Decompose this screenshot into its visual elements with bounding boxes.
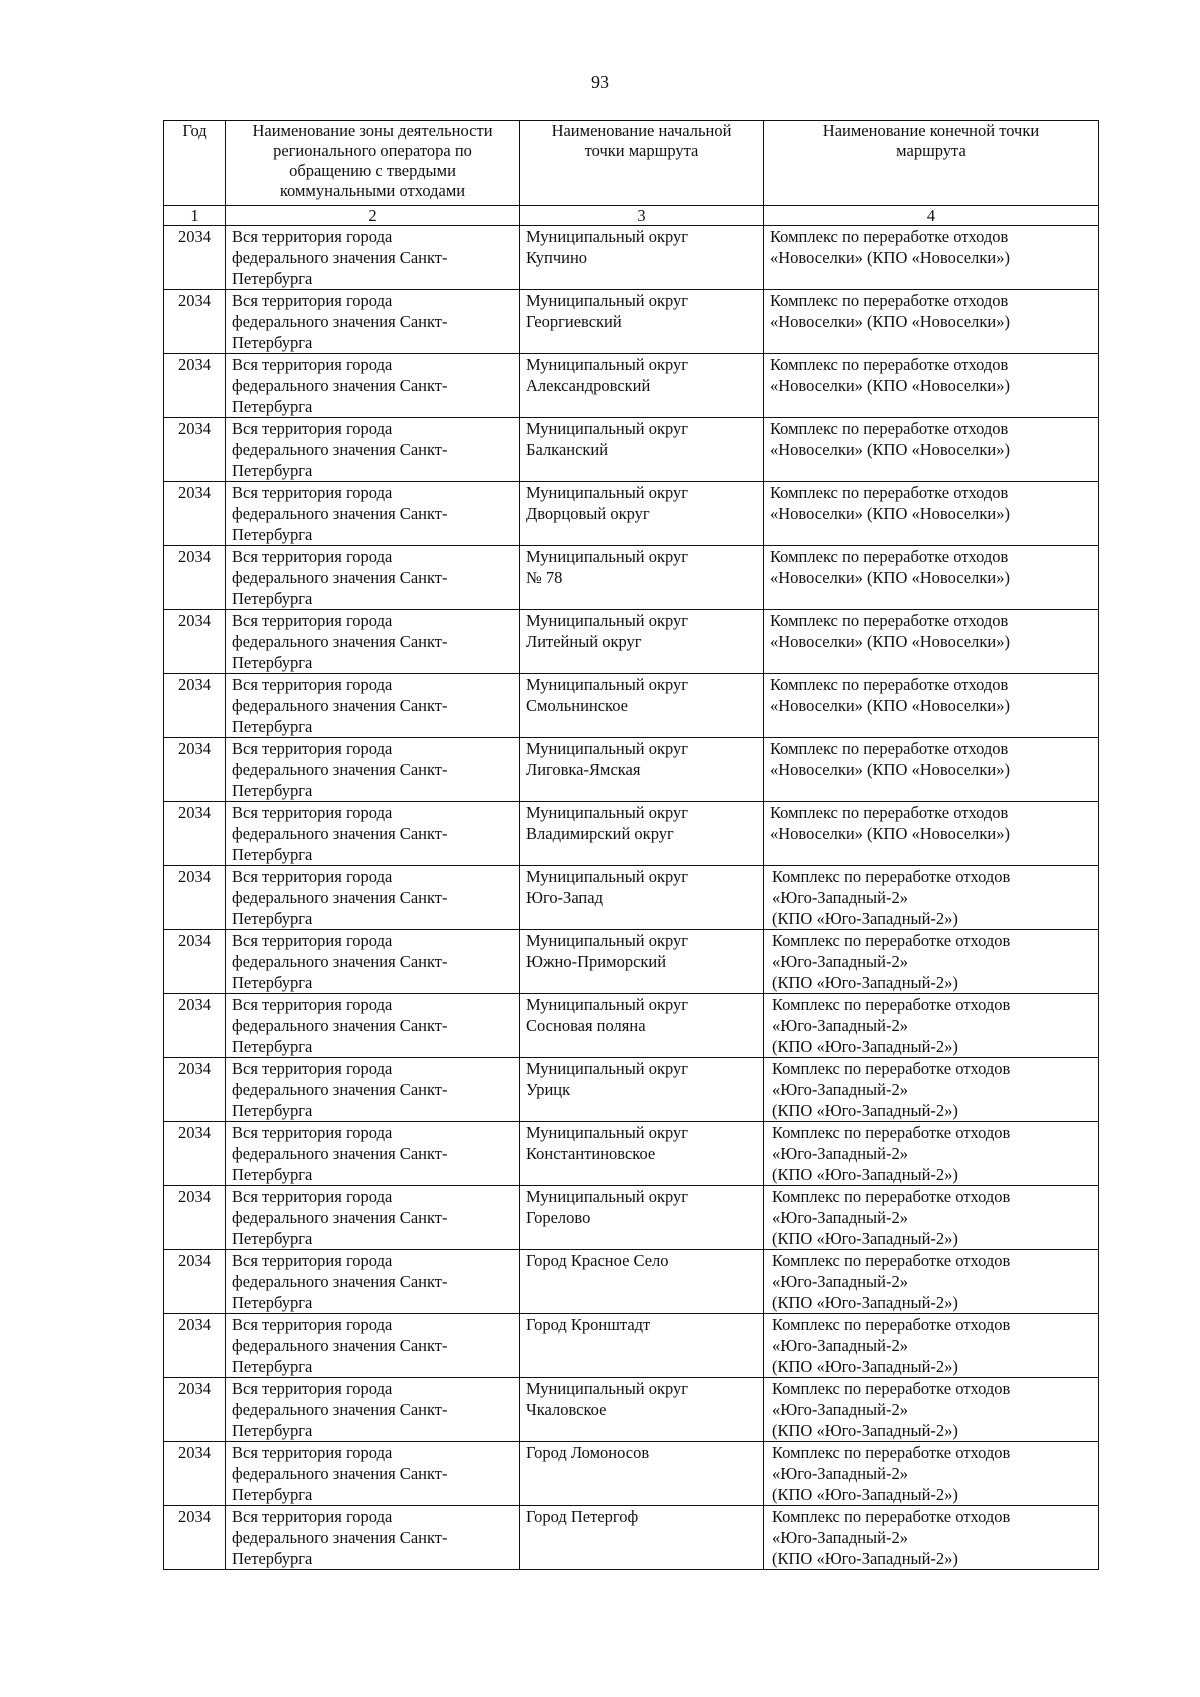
text-line: Владимирский округ [526, 824, 674, 843]
text-line: Город Кронштадт [526, 1315, 651, 1334]
text-line: «Новоселки» (КПО «Новоселки») [770, 568, 1010, 587]
column-number: 2 [226, 206, 520, 226]
text-line: Комплекс по переработке отходов [772, 931, 1011, 950]
cell-end-point [764, 994, 1099, 1058]
cell-end-point [764, 738, 1099, 802]
text-line: Муниципальный округ [526, 291, 689, 310]
text-line: Муниципальный округ [526, 483, 689, 502]
text-line: Комплекс по переработке отходов [772, 1507, 1011, 1526]
cell-year: 2034 [164, 994, 226, 1058]
table-row [164, 930, 1099, 994]
text-line: Муниципальный округ [526, 547, 689, 566]
cell-year: 2034 [164, 482, 226, 546]
text-line: Петербурга [232, 1165, 313, 1184]
text-line: Комплекс по переработке отходов [772, 1059, 1011, 1078]
text-line: Петербурга [232, 781, 313, 800]
text-line: Вся территория города [232, 355, 393, 374]
cell-year: 2034 [164, 610, 226, 674]
text-line: «Юго-Западный-2» [772, 1272, 908, 1291]
text-line: Сосновая поляна [526, 1016, 646, 1035]
text-line: Комплекс по переработке отходов [770, 803, 1009, 822]
text-line: федерального значения Санкт- [232, 760, 448, 779]
text-line: федерального значения Санкт- [232, 568, 448, 587]
text-line: федерального значения Санкт- [232, 696, 448, 715]
cell-year: 2034 [164, 1442, 226, 1506]
cell-year: 2034 [164, 1058, 226, 1122]
cell-start-point [520, 674, 764, 738]
text-line: Вся территория города [232, 675, 393, 694]
table-row [164, 1186, 1099, 1250]
text-line: Вся территория города [232, 419, 393, 438]
cell-start-point [520, 1250, 764, 1314]
table-row [164, 866, 1099, 930]
text-line: Комплекс по переработке отходов [770, 419, 1009, 438]
cell-zone [226, 482, 520, 546]
text-line: (КПО «Юго-Западный-2») [772, 1037, 958, 1056]
text-line: «Юго-Западный-2» [772, 1464, 908, 1483]
text-line: Петербурга [232, 1421, 313, 1440]
text-line: «Юго-Западный-2» [772, 952, 908, 971]
cell-start-point [520, 1058, 764, 1122]
text-line: федерального значения Санкт- [232, 632, 448, 651]
cell-end-point [764, 1378, 1099, 1442]
cell-year: 2034 [164, 866, 226, 930]
text-line: Комплекс по переработке отходов [772, 1443, 1011, 1462]
cell-zone [226, 290, 520, 354]
text-line: федерального значения Санкт- [232, 1464, 448, 1483]
text-line: (КПО «Юго-Западный-2») [772, 1101, 958, 1120]
text-line: Муниципальный округ [526, 867, 689, 886]
text-line: Муниципальный округ [526, 1123, 689, 1142]
text-line: (КПО «Юго-Западный-2») [772, 1165, 958, 1184]
text-line: «Юго-Западный-2» [772, 1144, 908, 1163]
text-line: федерального значения Санкт- [232, 1336, 448, 1355]
text-line: «Новоселки» (КПО «Новоселки») [770, 312, 1010, 331]
text-line: Муниципальный округ [526, 611, 689, 630]
text-line: Комплекс по переработке отходов [772, 1123, 1011, 1142]
text-line: Вся территория города [232, 803, 393, 822]
text-line: Город Ломоносов [526, 1443, 650, 1462]
text-line: Петербурга [232, 397, 313, 416]
text-line: Петербурга [232, 653, 313, 672]
cell-end-point [764, 354, 1099, 418]
cell-zone [226, 354, 520, 418]
cell-zone [226, 994, 520, 1058]
cell-start-point [520, 546, 764, 610]
cell-zone [226, 1506, 520, 1570]
text-line: Петербурга [232, 973, 313, 992]
text-line: «Новоселки» (КПО «Новоселки») [770, 504, 1010, 523]
text-line: Муниципальный округ [526, 355, 689, 374]
cell-end-point [764, 802, 1099, 866]
text-line: (КПО «Юго-Западный-2») [772, 1485, 958, 1504]
text-line: Комплекс по переработке отходов [770, 355, 1009, 374]
text-line: Наименование зоны деятельности [252, 121, 493, 140]
text-line: Комплекс по переработке отходов [770, 739, 1009, 758]
text-line: Вся территория города [232, 611, 393, 630]
text-line: «Новоселки» (КПО «Новоселки») [770, 248, 1010, 267]
cell-zone [226, 1250, 520, 1314]
text-line: Муниципальный округ [526, 227, 689, 246]
text-line: Вся территория города [232, 547, 393, 566]
text-line: (КПО «Юго-Западный-2») [772, 1229, 958, 1248]
text-line: Лиговка-Ямская [526, 760, 641, 779]
text-line: Комплекс по переработке отходов [772, 1251, 1011, 1270]
cell-start-point [520, 1442, 764, 1506]
text-line: Петербурга [232, 333, 313, 352]
text-line: (КПО «Юго-Западный-2») [772, 1357, 958, 1376]
text-line: Георгиевский [526, 312, 622, 331]
table-row [164, 1506, 1099, 1570]
cell-year: 2034 [164, 1506, 226, 1570]
cell-start-point [520, 290, 764, 354]
text-line: федерального значения Санкт- [232, 440, 448, 459]
text-line: № 78 [526, 568, 563, 587]
text-line: Юго-Запад [526, 888, 603, 907]
header-zone [226, 121, 520, 206]
text-line: Комплекс по переработке отходов [770, 547, 1009, 566]
cell-zone [226, 930, 520, 994]
text-line: (КПО «Юго-Западный-2») [772, 1293, 958, 1312]
text-line: федерального значения Санкт- [232, 1272, 448, 1291]
text-line: (КПО «Юго-Западный-2») [772, 1549, 958, 1568]
cell-year: 2034 [164, 418, 226, 482]
text-line: Город Петергоф [526, 1507, 639, 1526]
cell-start-point [520, 1122, 764, 1186]
cell-end-point [764, 930, 1099, 994]
text-line: регионального оператора по [273, 141, 472, 160]
text-line: Петербурга [232, 845, 313, 864]
text-line: Константиновское [526, 1144, 656, 1163]
text-line: Петербурга [232, 717, 313, 736]
text-line: Вся территория города [232, 1315, 393, 1334]
text-line: Вся территория города [232, 227, 393, 246]
table-row [164, 610, 1099, 674]
text-line: Наименование конечной точки [822, 121, 1040, 140]
text-line: точки маршрута [584, 141, 699, 160]
text-line: Петербурга [232, 461, 313, 480]
table-row [164, 354, 1099, 418]
text-line: «Юго-Западный-2» [772, 1400, 908, 1419]
cell-zone [226, 1314, 520, 1378]
text-line: Смольнинское [526, 696, 629, 715]
column-number-row [164, 206, 1099, 226]
text-line: «Новоселки» (КПО «Новоселки») [770, 376, 1010, 395]
text-line: Вся территория города [232, 739, 393, 758]
cell-end-point [764, 482, 1099, 546]
text-line: Вся территория города [232, 1443, 393, 1462]
text-line: Муниципальный округ [526, 1379, 689, 1398]
text-line: (КПО «Юго-Западный-2») [772, 1421, 958, 1440]
text-line: Комплекс по переработке отходов [770, 483, 1009, 502]
table-row [164, 482, 1099, 546]
cell-start-point [520, 1186, 764, 1250]
text-line: Вся территория города [232, 1379, 393, 1398]
cell-zone [226, 1378, 520, 1442]
text-line: «Юго-Западный-2» [772, 1016, 908, 1035]
text-line: Петербурга [232, 1037, 313, 1056]
cell-year: 2034 [164, 546, 226, 610]
cell-year: 2034 [164, 1186, 226, 1250]
cell-start-point [520, 418, 764, 482]
text-line: Вся территория города [232, 867, 393, 886]
cell-year: 2034 [164, 674, 226, 738]
cell-end-point [764, 418, 1099, 482]
cell-zone [226, 1442, 520, 1506]
text-line: «Новоселки» (КПО «Новоселки») [770, 632, 1010, 651]
cell-zone [226, 418, 520, 482]
table-row [164, 1314, 1099, 1378]
cell-start-point [520, 354, 764, 418]
text-line: Петербурга [232, 1229, 313, 1248]
cell-zone [226, 1058, 520, 1122]
text-line: Вся территория города [232, 291, 393, 310]
text-line: Вся территория города [232, 1059, 393, 1078]
text-line: Петербурга [232, 1357, 313, 1376]
text-line: Вся территория города [232, 1507, 393, 1526]
cell-year: 2034 [164, 1378, 226, 1442]
cell-end-point [764, 1314, 1099, 1378]
cell-start-point [520, 738, 764, 802]
cell-end-point [764, 866, 1099, 930]
cell-zone [226, 674, 520, 738]
table-row [164, 546, 1099, 610]
header-year: Год [164, 121, 226, 206]
text-line: Комплекс по переработке отходов [772, 1187, 1011, 1206]
cell-start-point [520, 1378, 764, 1442]
text-line: Вся территория города [232, 1123, 393, 1142]
text-line: федерального значения Санкт- [232, 1144, 448, 1163]
text-line: федерального значения Санкт- [232, 1400, 448, 1419]
cell-year: 2034 [164, 1122, 226, 1186]
cell-zone [226, 1122, 520, 1186]
text-line: Комплекс по переработке отходов [770, 675, 1009, 694]
column-number: 1 [164, 206, 226, 226]
table-row [164, 1378, 1099, 1442]
text-line: Муниципальный округ [526, 675, 689, 694]
text-line: Муниципальный округ [526, 1187, 689, 1206]
text-line: Муниципальный округ [526, 1059, 689, 1078]
text-line: «Новоселки» (КПО «Новоселки») [770, 440, 1010, 459]
text-line: Петербурга [232, 1293, 313, 1312]
table-row [164, 1250, 1099, 1314]
cell-year: 2034 [164, 1250, 226, 1314]
text-line: федерального значения Санкт- [232, 1016, 448, 1035]
text-line: Муниципальный округ [526, 739, 689, 758]
cell-start-point [520, 482, 764, 546]
cell-start-point [520, 610, 764, 674]
table-row [164, 994, 1099, 1058]
text-line: Петербурга [232, 589, 313, 608]
text-line: федерального значения Санкт- [232, 824, 448, 843]
text-line: Южно-Приморский [526, 952, 667, 971]
cell-year: 2034 [164, 226, 226, 290]
cell-start-point [520, 802, 764, 866]
cell-start-point [520, 1314, 764, 1378]
cell-end-point [764, 674, 1099, 738]
text-line: Петербурга [232, 525, 313, 544]
cell-end-point [764, 1122, 1099, 1186]
cell-zone [226, 610, 520, 674]
cell-end-point [764, 290, 1099, 354]
cell-zone [226, 866, 520, 930]
cell-start-point [520, 994, 764, 1058]
cell-year: 2034 [164, 354, 226, 418]
text-line: Муниципальный округ [526, 803, 689, 822]
header-end-point [764, 121, 1099, 206]
text-line: «Юго-Западный-2» [772, 1528, 908, 1547]
text-line: Вся территория города [232, 1187, 393, 1206]
text-line: «Юго-Западный-2» [772, 1336, 908, 1355]
cell-end-point [764, 1250, 1099, 1314]
cell-end-point [764, 1442, 1099, 1506]
text-line: Комплекс по переработке отходов [770, 291, 1009, 310]
text-line: федерального значения Санкт- [232, 888, 448, 907]
table-row [164, 1442, 1099, 1506]
cell-year: 2034 [164, 1314, 226, 1378]
cell-end-point [764, 546, 1099, 610]
text-line: «Новоселки» (КПО «Новоселки») [770, 824, 1010, 843]
text-line: «Новоселки» (КПО «Новоселки») [770, 760, 1010, 779]
text-line: Александровский [526, 376, 651, 395]
text-line: (КПО «Юго-Западный-2») [772, 909, 958, 928]
cell-year: 2034 [164, 738, 226, 802]
table-row [164, 290, 1099, 354]
text-line: «Юго-Западный-2» [772, 1080, 908, 1099]
text-line: Муниципальный округ [526, 995, 689, 1014]
column-number: 4 [764, 206, 1099, 226]
text-line: «Юго-Западный-2» [772, 888, 908, 907]
cell-start-point [520, 866, 764, 930]
cell-zone [226, 546, 520, 610]
text-line: федерального значения Санкт- [232, 1080, 448, 1099]
text-line: Чкаловское [526, 1400, 607, 1419]
text-line: Вся территория города [232, 483, 393, 502]
cell-start-point [520, 930, 764, 994]
cell-year: 2034 [164, 930, 226, 994]
table-row [164, 418, 1099, 482]
cell-end-point [764, 1506, 1099, 1570]
text-line: федерального значения Санкт- [232, 1208, 448, 1227]
table-row [164, 802, 1099, 866]
text-line: Петербурга [232, 1101, 313, 1120]
cell-start-point [520, 226, 764, 290]
table-row [164, 1058, 1099, 1122]
text-line: Петербурга [232, 909, 313, 928]
text-line: маршрута [896, 141, 966, 160]
text-line: Комплекс по переработке отходов [772, 995, 1011, 1014]
text-line: Комплекс по переработке отходов [770, 227, 1009, 246]
text-line: Балканский [526, 440, 609, 459]
table-row [164, 738, 1099, 802]
text-line: Комплекс по переработке отходов [772, 1315, 1011, 1334]
page-number: 93 [591, 72, 609, 92]
text-line: Купчино [526, 248, 588, 267]
text-line: федерального значения Санкт- [232, 1528, 448, 1547]
text-line: федерального значения Санкт- [232, 312, 448, 331]
table-header-row [164, 121, 1099, 206]
header-start-point [520, 121, 764, 206]
cell-year: 2034 [164, 802, 226, 866]
text-line: коммунальными отходами [279, 181, 466, 200]
table-body [164, 226, 1099, 1570]
text-line: Петербурга [232, 269, 313, 288]
text-line: «Новоселки» (КПО «Новоселки») [770, 696, 1010, 715]
text-line: Вся территория города [232, 1251, 393, 1270]
column-number: 3 [520, 206, 764, 226]
text-line: Муниципальный округ [526, 419, 689, 438]
cell-zone [226, 738, 520, 802]
table-row [164, 674, 1099, 738]
text-line: Город Красное Село [526, 1251, 669, 1270]
text-line: Комплекс по переработке отходов [770, 611, 1009, 630]
table-row [164, 1122, 1099, 1186]
text-line: Литейный округ [526, 632, 642, 651]
cell-end-point [764, 1058, 1099, 1122]
text-line: обращению с твердыми [289, 161, 456, 180]
text-line: федерального значения Санкт- [232, 504, 448, 523]
cell-zone [226, 802, 520, 866]
cell-zone [226, 226, 520, 290]
table-row [164, 226, 1099, 290]
cell-end-point [764, 610, 1099, 674]
cell-start-point [520, 1506, 764, 1570]
text-line: Вся территория города [232, 995, 393, 1014]
text-line: федерального значения Санкт- [232, 248, 448, 267]
text-line: Урицк [526, 1080, 571, 1099]
text-line: Петербурга [232, 1485, 313, 1504]
cell-zone [226, 1186, 520, 1250]
text-line: (КПО «Юго-Западный-2») [772, 973, 958, 992]
text-line: Петербурга [232, 1549, 313, 1568]
cell-end-point [764, 1186, 1099, 1250]
text-line: Вся территория города [232, 931, 393, 950]
text-line: Комплекс по переработке отходов [772, 1379, 1011, 1398]
cell-year: 2034 [164, 290, 226, 354]
text-line: Дворцовый округ [526, 504, 650, 523]
route-table [163, 120, 1099, 1570]
text-line: Муниципальный округ [526, 931, 689, 950]
text-line: Наименование начальной [551, 121, 732, 140]
cell-end-point [764, 226, 1099, 290]
text-line: федерального значения Санкт- [232, 376, 448, 395]
text-line: Комплекс по переработке отходов [772, 867, 1011, 886]
text-line: Горелово [526, 1208, 591, 1227]
text-line: «Юго-Западный-2» [772, 1208, 908, 1227]
text-line: федерального значения Санкт- [232, 952, 448, 971]
